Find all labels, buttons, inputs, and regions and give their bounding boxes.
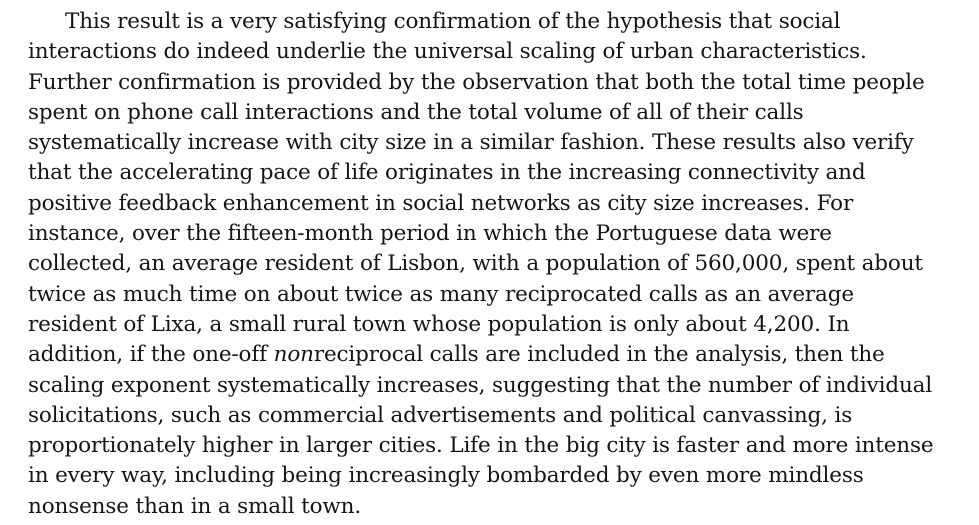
text-line: collected, an average resident of Lisbon, with a population of 560,000, spent about xyxy=(28,251,923,277)
text-line: This result is a very satisfying confirmation of the hypothesis that social xyxy=(65,9,841,34)
text-line: proportionately higher in larger cities. Life in the big city is faster and more intense xyxy=(28,433,934,459)
text-line: positive feedback enhancement in social networks as city size increases. For xyxy=(28,190,854,216)
emphasized-word: non xyxy=(273,342,314,368)
text-line: that the accelerating pace of life originates in the increasing connectivity and xyxy=(28,160,866,186)
text-line: Further confirmation is provided by the observation that both the total time people xyxy=(28,69,925,95)
text-line: spent on phone call interactions and the total volume of all of their calls xyxy=(28,99,804,125)
text-line: instance, over the fifteen-month period in which the Portuguese data were xyxy=(28,221,832,247)
body-paragraph xyxy=(28,7,967,522)
text-line: interactions do indeed underlie the universal scaling of urban characteristics. xyxy=(28,39,867,65)
text-line: resident of Lixa, a small rural town whose population is only about 4,200. In xyxy=(28,311,850,337)
text-segment: addition, if the one-off xyxy=(28,342,274,368)
text-line: nonsense than in a small town. xyxy=(28,493,362,519)
text-line: solicitations, such as commercial advertisements and political canvassing, is xyxy=(28,402,853,428)
text-line: in every way, including being increasingly bombarded by even more mindless xyxy=(28,463,864,489)
text-line: twice as much time on about twice as many reciprocated calls as an average xyxy=(28,281,854,307)
text-line: systematically increase with city size in a similar fashion. These results also verify xyxy=(28,130,914,156)
text-line: scaling exponent systematically increases, suggesting that the number of individual xyxy=(28,372,933,398)
text-line-with-emphasis xyxy=(28,340,967,370)
text-segment: reciprocal calls are included in the analysis, then the xyxy=(313,342,885,368)
